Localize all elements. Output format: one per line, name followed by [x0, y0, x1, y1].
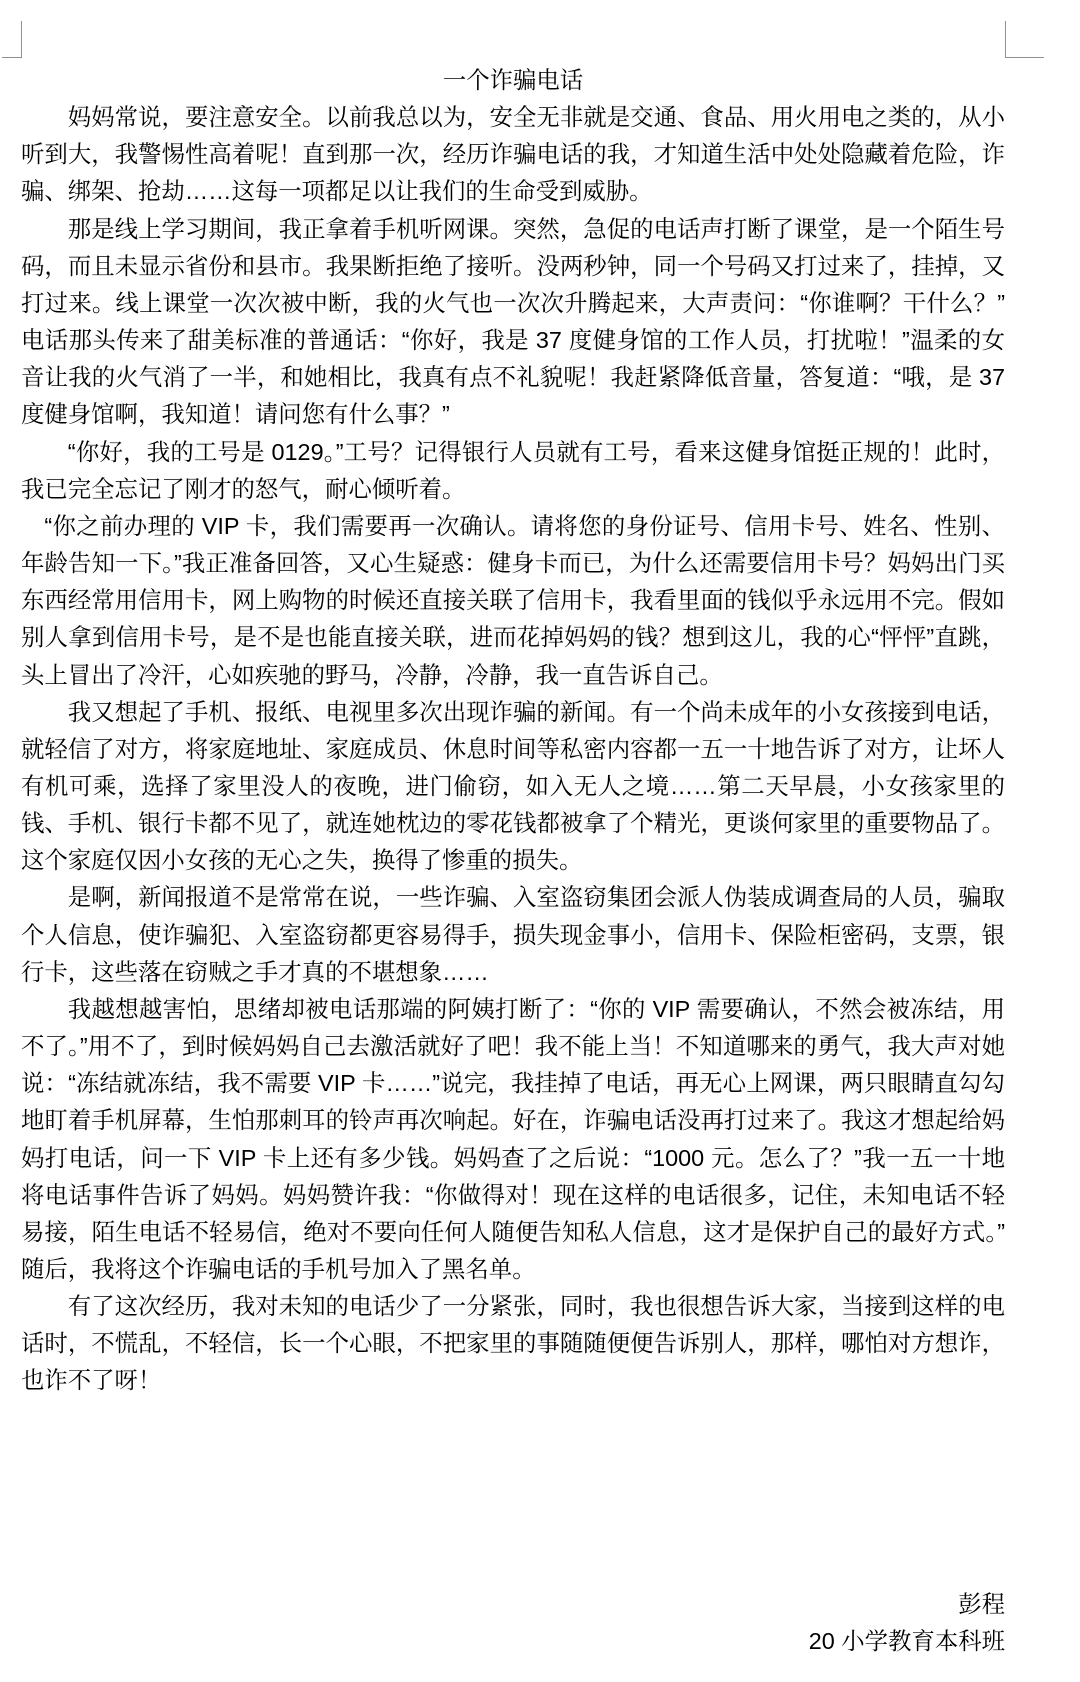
crop-mark-top-left — [2, 21, 22, 58]
author-class: 20 小学教育本科班 — [808, 1627, 1005, 1654]
paragraph-2: 那是线上学习期间，我正拿着手机听网课。突然，急促的电话声打断了课堂，是一个陌生号码，而且未显示省份和县市。我果断拒绝了接听。没两秒钟，同一个号码又打过来了，挂掉，又打过来。线上课堂一次次被中断，我的火气也一次次升腾起来，大声责问：“你谁啊？干什么？”电话那头传来了甜美标准的普通话：“你好，我是 37 度健身馆的工作人员，打扰啦！”温柔的女音让我的火气消了一半，和她相比，我真有点不礼貌呢！我赶紧降低音量，答复道：“哦，是 37 度健身馆啊，我知道！请问您有什么事？” — [21, 215, 1005, 428]
crop-mark-top-right — [1005, 21, 1044, 58]
paragraph-1: 妈妈常说，要注意安全。以前我总以为，安全无非就是交通、食品、用火用电之类的，从小听到大，我警惕性高着呢！直到那一次，经历诈骗电话的我，才知道生活中处处隐藏着危险，诈骗、绑架、抢劫……这每一项都足以让我们的生命受到威胁。 — [21, 104, 1005, 205]
paragraph-8: 有了这次经历，我对未知的电话少了一分紧张，同时，我也很想告诉大家，当接到这样的电话时，不慌乱，不轻信，长一个心眼，不把家里的事随随便便告诉别人，那样，哪怕对方想诈，也诈不了呀！ — [21, 1293, 1005, 1394]
paragraph-5: 我又想起了手机、报纸、电视里多次出现诈骗的新闻。有一个尚未成年的小女孩接到电话，就轻信了对方，将家庭地址、家庭成员、休息时间等私密内容都一五一十地告诉了对方，让坏人有机可乘，选择了家里没人的夜晚，进门偷窃，如入无人之境……第二天早晨，小女孩家里的钱、手机、银行卡都不见了，就连她枕边的零花钱都被拿了个精光，更谈何家里的重要物品了。这个家庭仅因小女孩的无心之失，换得了惨重的损失。 — [21, 698, 1005, 874]
paragraph-6: 是啊，新闻报道不是常常在说，一些诈骗、入室盗窃集团会派人伪装成调查局的人员，骗取个人信息，使诈骗犯、入室盗窃都更容易得手，损失现金事小，信用卡、保险柜密码，支票，银行卡，这些落在窃贼之手才真的不堪想象…… — [21, 884, 1005, 985]
author-name: 彭程 — [958, 1590, 1005, 1617]
document-title: 一个诈骗电话 — [442, 67, 584, 93]
paragraph-4: “你之前办理的 VIP 卡，我们需要再一次确认。请将您的身份证号、信用卡号、姓名、性别、年龄告知一下。”我正准备回答，又心生疑惑：健身卡而已，为什么还需要信用卡号？妈妈出门买东西经常用信用卡，网上购物的时候还直接关联了信用卡，我看里面的钱似乎永远用不完。假如别人拿到信用卡号，是不是也能直接关联，进而花掉妈妈的钱？想到这儿，我的心“怦怦”直跳，头上冒出了冷汗，心如疾驰的野马，冷静，冷静，我一直告诉自己。 — [21, 512, 1005, 688]
paragraph-7: 我越想越害怕，思绪却被电话那端的阿姨打断了：“你的 VIP 需要确认，不然会被冻结，用不了。”用不了，到时候妈妈自己去激活就好了吧！我不能上当！不知道哪来的勇气，我大声对她说：“冻结就冻结，我不需要 VIP 卡……”说完，我挂掉了电话，再无心上网课，两只眼睛直勾勾地盯着手机屏幕，生怕那刺耳的铃声再次响起。好在，诈骗电话没再打过来了。我这才想起给妈妈打电话，问一下 VIP 卡上还有多少钱。妈妈查了之后说：“1000 元。怎么了？”我一五一十地将电话事件告诉了妈妈。妈妈赞许我：“你做得对！现在这样的电话很多，记住，未知电话不轻易接，陌生电话不轻易信，绝对不要向任何人随便告知私人信息，这才是保护自己的最好方式。”随后，我将这个诈骗电话的手机号加入了黑名单。 — [21, 995, 1005, 1282]
blank-space — [21, 1400, 1005, 1586]
signature-block — [21, 1586, 1005, 1660]
paragraph-3: “你好，我的工号是 0129。”工号？记得银行人员就有工号，看来这健身馆挺正规的！此时，我已完全忘记了刚才的怒气，耐心倾听着。 — [21, 438, 1005, 502]
paragraph-container — [21, 99, 1005, 1399]
text-area — [21, 62, 1005, 1660]
